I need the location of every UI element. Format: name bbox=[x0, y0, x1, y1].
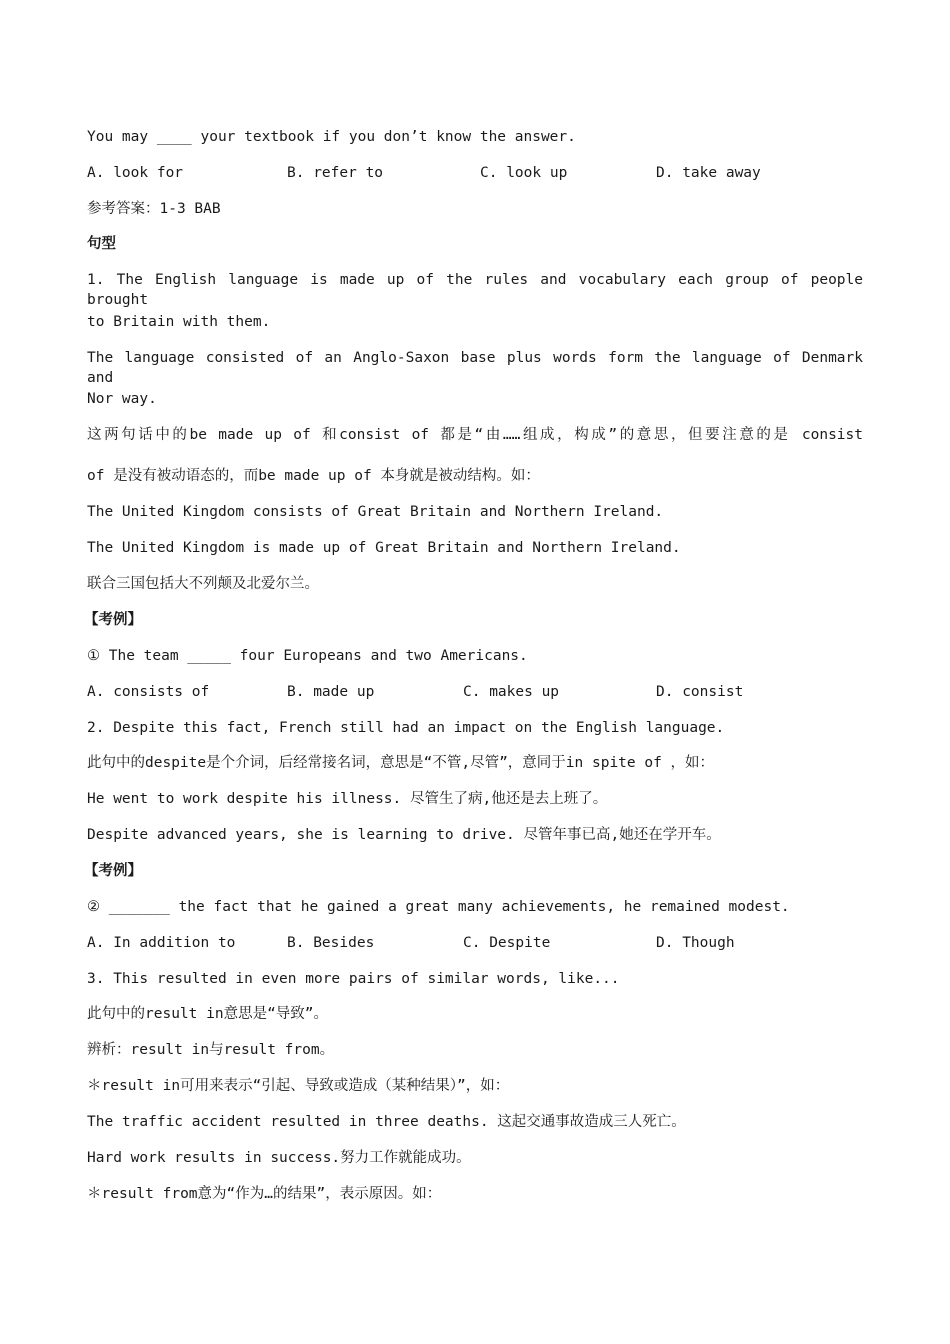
exam-tag-2: 【考例】 bbox=[84, 863, 142, 879]
exam-2-option-b: B. Besides bbox=[287, 935, 375, 951]
exam-question-1: ① The team _____ four Europeans and two Americans. bbox=[87, 648, 528, 664]
option-a: A. look for bbox=[87, 165, 184, 181]
section-title: 句型 bbox=[87, 236, 116, 252]
usage-note-1: ＊result in可用来表示“引起、导致或造成（某种结果）”，如： bbox=[87, 1078, 510, 1094]
sentence-1-line-3: The language consisted of an Anglo-Saxon base plus words form the language of Denmark and bbox=[87, 350, 863, 386]
sentence-3: 3. This resulted in even more pairs of similar words, like... bbox=[87, 971, 620, 987]
exam-1-option-a: A. consists of bbox=[87, 684, 210, 700]
explanation-2: 此句中的despite是个介词，后经常接名词，意思是“不管,尽管”，意同于in spite of ，如： bbox=[87, 755, 715, 771]
sentence-1-line-4: Nor way. bbox=[87, 391, 157, 407]
example-translation: 联合三国包括大不列颠及北爱尔兰。 bbox=[87, 576, 319, 592]
usage-note-2: ＊result from意为“作为…的结果”，表示原因。如： bbox=[87, 1186, 442, 1202]
explanation-3: 此句中的result in意思是“导致”。 bbox=[87, 1006, 329, 1022]
exam-2-option-d: D. Though bbox=[656, 935, 735, 951]
example-6: Hard work results in success.努力工作就能成功。 bbox=[87, 1150, 471, 1166]
exam-1-option-d: D. consist bbox=[656, 684, 744, 700]
exam-question-2: ② _______ the fact that he gained a great many achievements, he remained modest. bbox=[87, 899, 790, 915]
sentence-1-line-2: to Britain with them. bbox=[87, 314, 271, 330]
example-2: The United Kingdom is made up of Great Britain and Northern Ireland. bbox=[87, 540, 681, 556]
example-4: Despite advanced years, she is learning to drive. 尽管年事已高,她还在学开车。 bbox=[87, 827, 721, 843]
sentence-1-line-1: 1. The English language is made up of the rules and vocabulary each group of people brought bbox=[87, 272, 863, 308]
sentence-2: 2. Despite this fact, French still had an impact on the English language. bbox=[87, 720, 725, 736]
exam-2-option-c: C. Despite bbox=[463, 935, 551, 951]
exam-1-option-b: B. made up bbox=[287, 684, 375, 700]
example-1: The United Kingdom consists of Great Britain and Northern Ireland. bbox=[87, 504, 664, 520]
distinguish-note: 辨析：result in与result from。 bbox=[87, 1042, 335, 1058]
option-d: D. take away bbox=[656, 165, 761, 181]
question-stem: You may ____ your textbook if you don’t know the answer. bbox=[87, 129, 576, 145]
example-3: He went to work despite his illness. 尽管生了病,他还是去上班了。 bbox=[87, 791, 608, 807]
option-b: B. refer to bbox=[287, 165, 384, 181]
option-c: C. look up bbox=[480, 165, 568, 181]
exam-tag-1: 【考例】 bbox=[84, 612, 142, 628]
explanation-1-line-2: of 是没有被动语态的，而be made up of 本身就是被动结构。如： bbox=[87, 468, 540, 484]
explanation-1-line-1: 这两句话中的be made up of 和consist of 都是“由……组成，构成”的意思，但要注意的是 consist bbox=[87, 427, 863, 443]
exam-1-option-c: C. makes up bbox=[463, 684, 560, 700]
exam-2-option-a: A. In addition to bbox=[87, 935, 236, 951]
answer-key: 参考答案：1-3 BAB bbox=[87, 201, 221, 217]
example-5: The traffic accident resulted in three deaths. 这起交通事故造成三人死亡。 bbox=[87, 1114, 686, 1130]
